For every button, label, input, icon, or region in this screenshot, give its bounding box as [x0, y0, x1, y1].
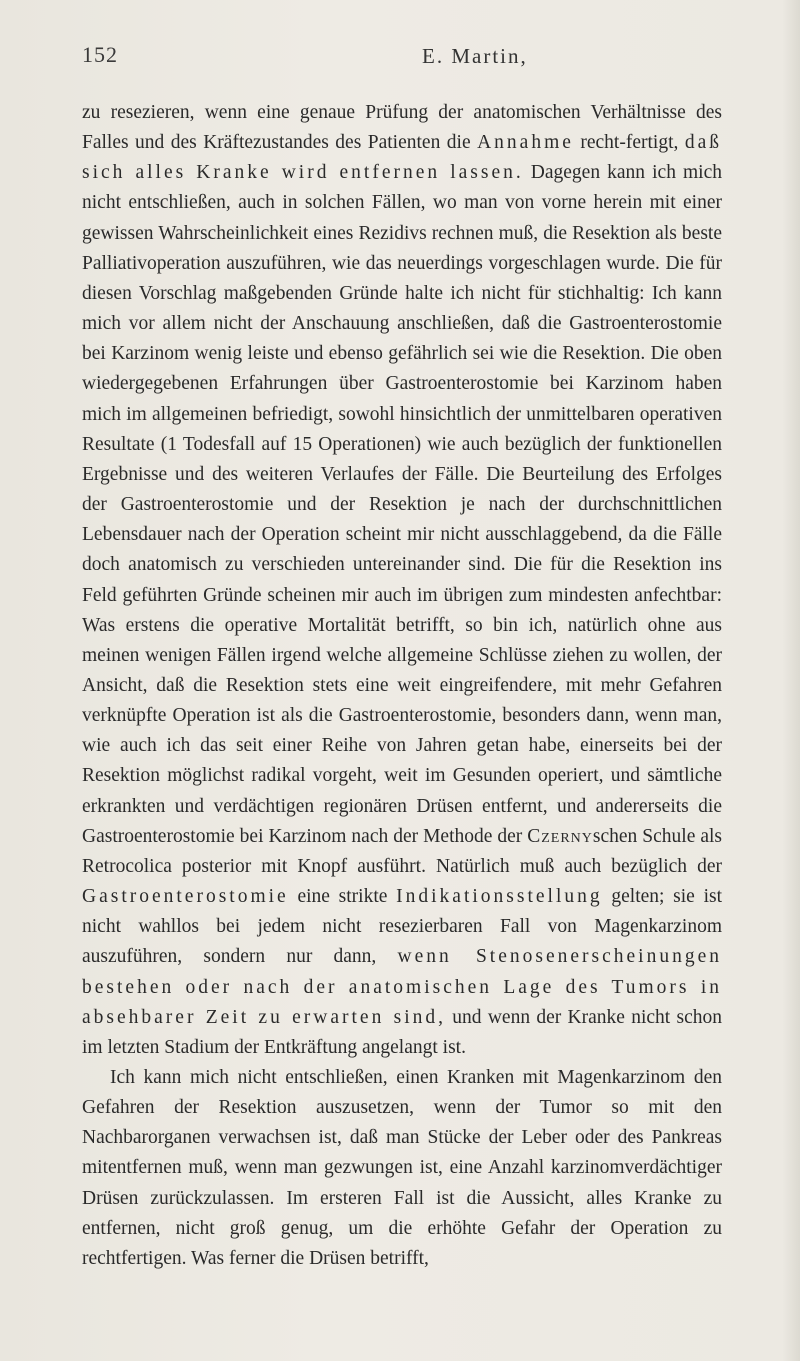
body-text — [82, 98, 722, 1274]
emphasis-phrase: daß sich alles Kranke wird entfernen lassen. — [82, 132, 722, 184]
emphasis-indikationsstellung: Indikationsstellung — [396, 886, 603, 908]
text-run: und wenn der Kranke nicht schon im letzten Stadium der Entkräftung angelangt ist. — [82, 1006, 722, 1058]
paragraph-1 — [82, 98, 722, 1063]
text-run: schen Schule als Retrocolica posterior mit Knopf ausführt. Natürlich muß auch bezüglich der — [82, 825, 722, 877]
page-number: 152 — [82, 42, 118, 67]
running-head: E. Martin, — [422, 44, 528, 68]
text-run: gelten; sie ist nicht wahllos bei jedem nicht resezierbaren Fall von Magenkarzinom auszuführen, sondern nur dann, — [82, 886, 722, 968]
text-run: zu resezieren, wenn eine genaue Prüfung der anatomischen Verhältnisse des Falles und des Kräftezustandes des Patienten die — [82, 102, 722, 154]
author-name-czerny: Czerny — [527, 825, 593, 847]
text-run: recht-fertigt, — [573, 132, 685, 154]
page-edge-shadow — [782, 0, 800, 1361]
emphasis-gastroenterostomie: Gastroenterostomie — [82, 886, 289, 908]
text-run: eine strikte — [288, 886, 397, 908]
page-header — [82, 42, 722, 72]
emphasis-annahme: Annahme — [477, 132, 574, 154]
paragraph-2: Ich kann mich nicht entschließen, einen Kranken mit Magenkarzinom den Gefahren der Resektion auszusetzen, wenn der Tumor so mit den Nachbarorganen verwachsen ist, daß man Stücke der Leber oder des Pankreas mitentfernen muß, wenn man gezwungen ist, eine Anzahl karzinomverdächtiger Drüsen zurückzulassen. Im ersteren Fall ist die Aussicht, alles Kranke zu entfernen, nicht groß genug, um die erhöhte Gefahr der Operation zu rechtfertigen. Was ferner die Drüsen betrifft, — [82, 1067, 722, 1269]
text-run: Dagegen kann ich mich nicht entschließen, auch in solchen Fällen, wo man von vorne herein mit einer gewissen Wahrscheinlichkeit eines Rezidivs rechnen muß, die Resektion als beste Palliativoperation auszuführen, wie das neuerdings vorgeschlagen wurde. Die für diesen Vorschlag maßgebenden Gründe halte ich nicht für stichhaltig: Ich kann mich vor allem nicht der Anschauung anschließen, daß die Gastroenterostomie bei Karzinom wenig leiste und ebenso gefährlich sei wie die Resektion. Die oben wiedergegebenen Erfahrungen über Gastroenterostomie bei Karzinom haben mich im allgemeinen befriedigt, sowohl hinsichtlich der unmittelbaren operativen Resultate (1 Todesfall auf 15 Operationen) wie auch bezüglich der funktionellen Ergebnisse und des weiteren Verlaufes der Fälle. Die Beurteilung des Erfolges der Gastroenterostomie und der Resektion je nach der durchschnittlichen Lebensdauer nach der Operation scheint mir nicht ausschlaggebend, da die Fälle doch anatomisch zu verschieden untereinander sind. Die für die Resektion ins Feld geführten Gründe scheinen mir auch im übrigen zum mindesten anfechtbar: Was erstens die operative Mortalität betrifft, so bin ich, natürlich ohne aus meinen wenigen Fällen irgend welche allgemeine Schlüsse ziehen zu wollen, der Ansicht, daß die Resektion stets eine weit eingreifendere, mit mehr Gefahren verknüpfte Operation ist als die Gastroenterostomie, besonders dann, wenn man, wie auch ich das seit einer Reihe von Jahren getan habe, einerseits bei der Resektion möglichst radikal vorgeht, weit im Gesunden operiert, und sämtliche erkrankten und verdächtigen regionären Drüsen entfernt, und andererseits die Gastroenterostomie bei Karzinom nach der Methode der — [82, 162, 722, 847]
emphasis-phrase: wenn Stenosenerscheinungen bestehen oder nach der anatomischen Lage des Tumors in absehbarer Zeit zu erwarten sind, — [82, 946, 722, 1028]
